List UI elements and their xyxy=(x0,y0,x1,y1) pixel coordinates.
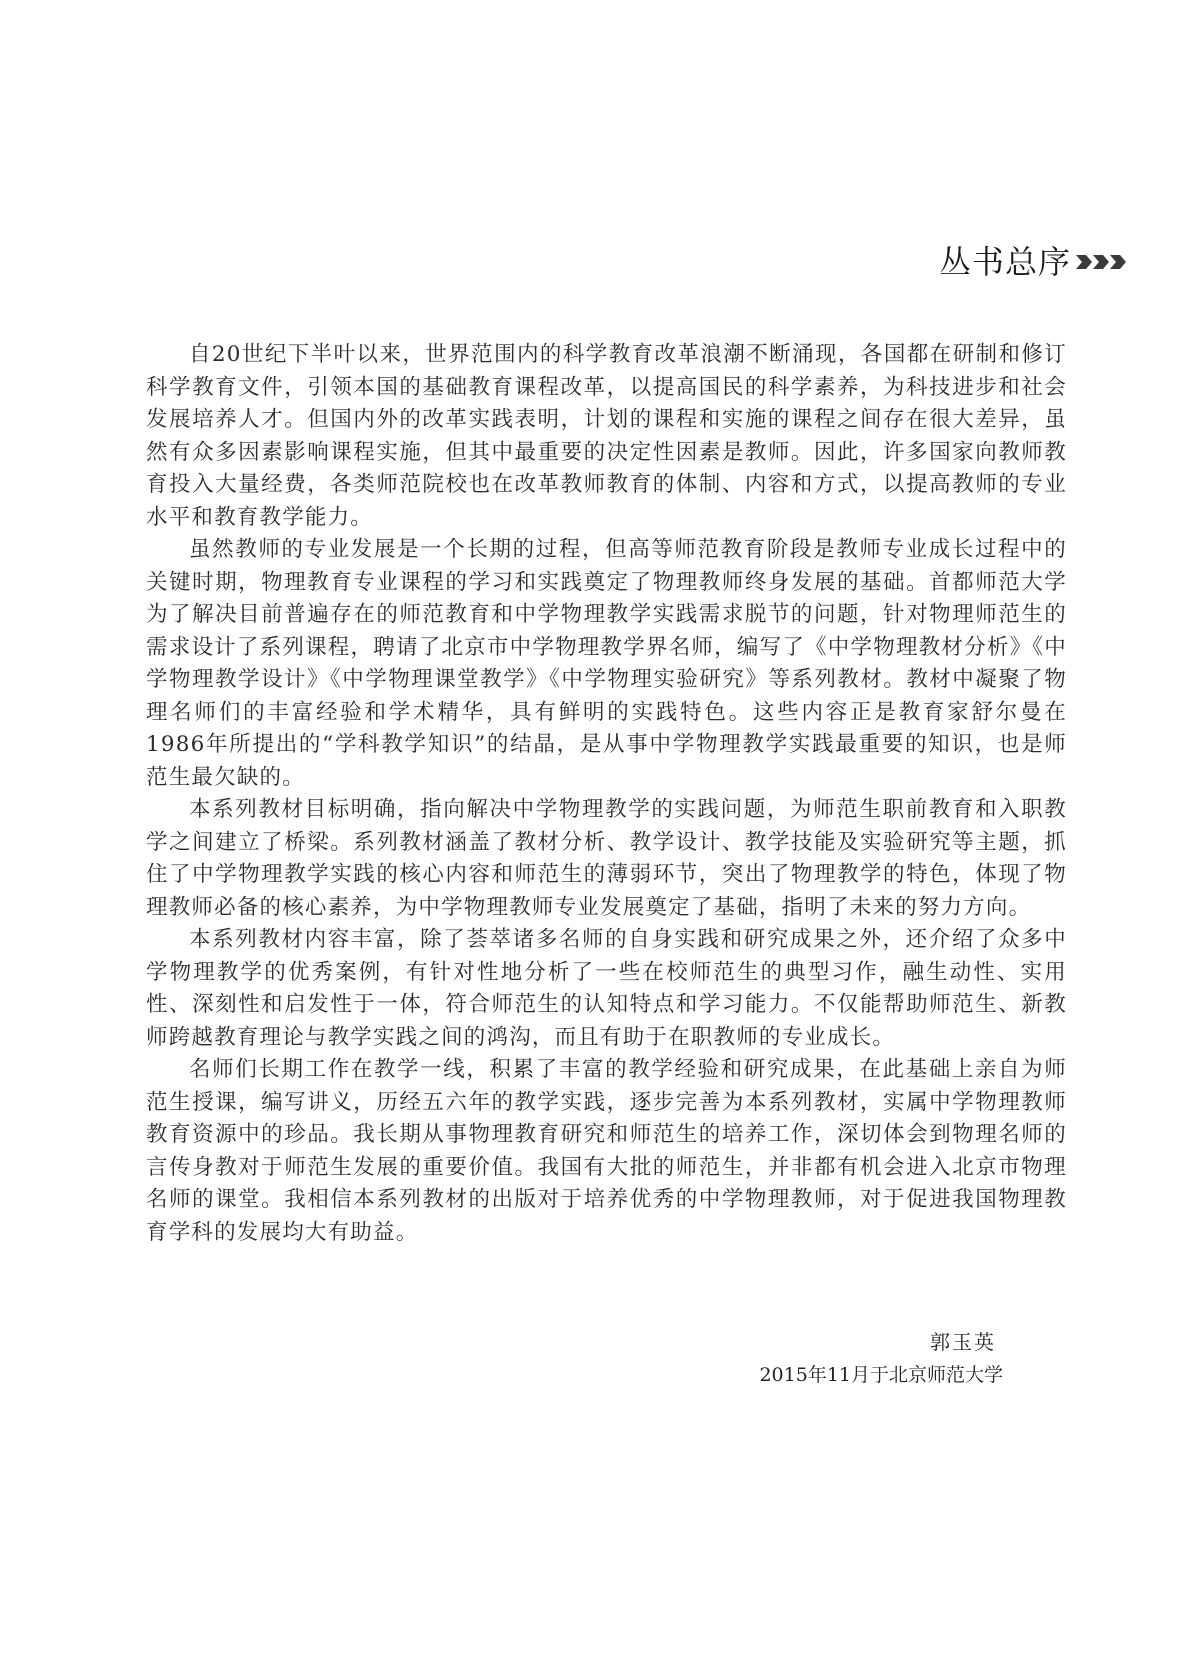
preface-body xyxy=(146,339,1067,1249)
chevron-right-icon xyxy=(1108,253,1128,271)
paragraph-2: 虽然教师的专业发展是一个长期的过程，但高等师范教育阶段是教师专业成长过程中的关键时期，物理教育专业课程的学习和实践奠定了物理教师终身发展的基础。首都师范大学为了解决目前普遍存在的师范教育和中学物理教学实践需求脱节的问题，针对物理师范生的需求设计了系列课程，聘请了北京市中学物理教学界名师，编写了《中学物理教材分析》《中学物理教学设计》《中学物理课堂教学》《中学物理实验研究》等系列教材。教材中凝聚了物理名师们的丰富经验和学术精华，具有鲜明的实践特色。这些内容正是教育家舒尔曼在1986年所提出的“学科教学知识”的结晶，是从事中学物理教学实践最重要的知识，也是师范生最欠缺的。 xyxy=(146,537,1067,790)
page-title: 丛书总序 xyxy=(938,243,1071,281)
section-header xyxy=(939,242,1128,282)
paragraph-5: 名师们长期工作在教学一线，积累了丰富的教学经验和研究成果，在此基础上亲自为师范生授课，编写讲义，历经五六年的教学实践，逐步完善为本系列教材，实属中学物理教师教育资源中的珍品。我长期从事物理教育研究和师范生的培养工作，深切体会到物理名师的言传身教对于师范生发展的重要价值。我国有大批的师范生，并非都有机会进入北京市物理名师的课堂。我相信本系列教材的出版对于培养优秀的中学物理教师，对于促进我国物理教育学科的发展均大有助益。 xyxy=(146,1057,1067,1245)
signature-date: 2015年11月于北京师范大学 xyxy=(759,1364,1003,1386)
signature-block xyxy=(759,1327,1003,1391)
paragraph-3: 本系列教材目标明确，指向解决中学物理教学的实践问题，为师范生职前教育和入职教学之间建立了桥梁。系列教材涵盖了教材分析、教学设计、教学技能及实验研究等主题，抓住了中学物理教学实践的核心内容和师范生的薄弱环节，突出了物理教学的特色，体现了物理教师必备的核心素养，为中学物理教师专业发展奠定了基础，指明了未来的努力方向。 xyxy=(146,797,1067,920)
triple-chevron-right-icon xyxy=(1077,253,1128,271)
author-name: 郭玉英 xyxy=(930,1330,996,1354)
paragraph-4: 本系列教材内容丰富，除了荟萃诸多名师的自身实践和研究成果之外，还介绍了众多中学物理教学的优秀案例，有针对性地分析了一些在校师范生的典型习作，融生动性、实用性、深刻性和启发性于一体，符合师范生的认知特点和学习能力。不仅能帮助师范生、新教师跨越教育理论与教学实践之间的鸿沟，而且有助于在职教师的专业成长。 xyxy=(146,927,1067,1050)
paragraph-1: 自20世纪下半叶以来，世界范围内的科学教育改革浪潮不断涌现，各国都在研制和修订科学教育文件，引领本国的基础教育课程改革，以提高国民的科学素养，为科技进步和社会发展培养人才。但国内外的改革实践表明，计划的课程和实施的课程之间存在很大差异，虽然有众多因素影响课程实施，但其中最重要的决定性因素是教师。因此，许多国家向教师教育投入大量经费，各类师范院校也在改革教师教育的体制、内容和方式，以提高教师的专业水平和教育教学能力。 xyxy=(146,342,1067,530)
